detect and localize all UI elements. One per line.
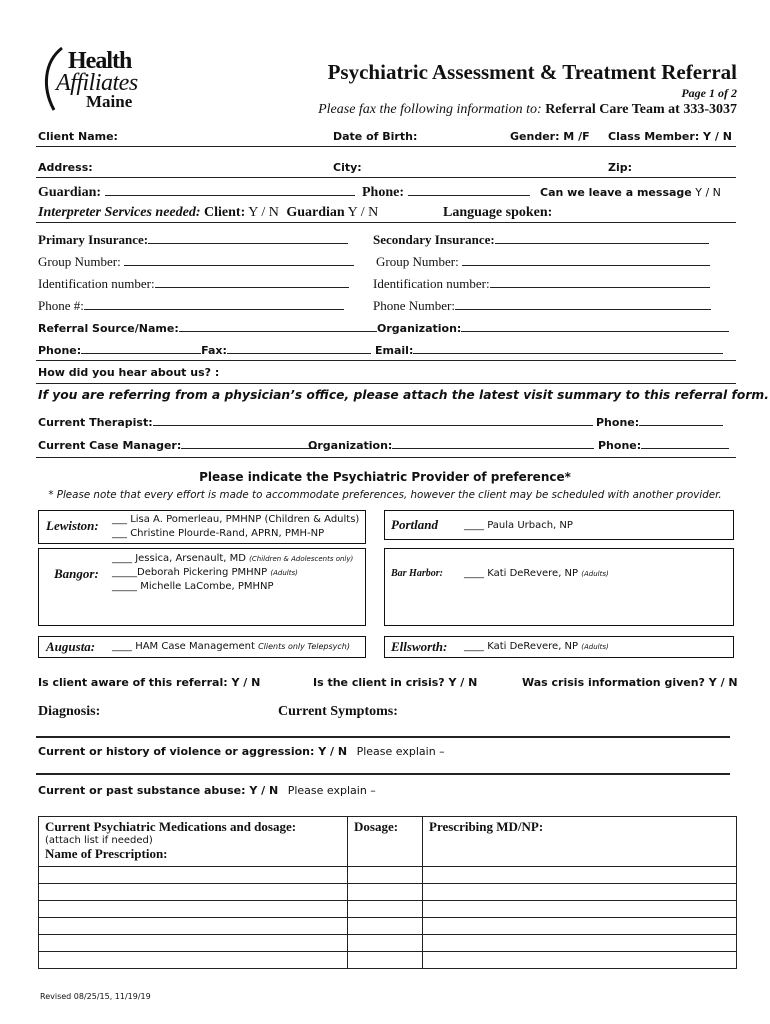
guardian-phone-field[interactable] <box>408 183 530 196</box>
interp-client-yn[interactable]: Y / N <box>248 205 279 220</box>
message-line <box>540 186 721 199</box>
logo-health: Health <box>68 48 132 74</box>
referral-source-field[interactable] <box>179 321 377 332</box>
guardian-phone-label <box>362 183 530 201</box>
diagnosis-label: Diagnosis: <box>38 704 101 719</box>
augusta-p1-name: HAM Case Management <box>135 641 255 652</box>
table-row[interactable] <box>39 867 737 884</box>
referral-org <box>377 321 729 335</box>
id-right-field[interactable] <box>490 276 710 288</box>
client-name-label: Client Name: <box>38 130 118 143</box>
cm-phone-line <box>598 438 729 452</box>
referral-contact <box>38 343 371 357</box>
phone-left <box>38 298 344 314</box>
primary-insurance <box>38 232 348 248</box>
divider <box>36 146 736 147</box>
group-right-field[interactable] <box>462 254 710 266</box>
lewiston-label: Lewiston: <box>46 518 99 533</box>
therapist-phone-label: Phone: <box>596 416 640 429</box>
group-left-field[interactable] <box>124 254 354 266</box>
secondary-insurance-label: Secondary Insurance: <box>373 232 495 247</box>
therapist-label: Current Therapist: <box>38 416 153 429</box>
symptoms-label: Current Symptoms: <box>278 704 398 719</box>
table-row[interactable] <box>39 952 737 969</box>
barharbor-label: Bar Harbor: <box>391 568 443 579</box>
guardian-field[interactable] <box>105 183 355 196</box>
table-row[interactable] <box>39 918 737 935</box>
portland-p1-name: Paula Urbach, NP <box>487 520 573 531</box>
fax-line <box>318 102 737 118</box>
violence-line <box>38 745 445 758</box>
case-manager-line <box>38 438 317 452</box>
meds-col1-name: Name of Prescription: <box>45 846 168 861</box>
primary-insurance-field[interactable] <box>148 232 348 244</box>
therapist-field[interactable] <box>153 415 593 426</box>
referral-org-field[interactable] <box>461 321 729 332</box>
ellsworth-p1[interactable]: ____ Kati DeRevere, NP (Adults) <box>464 641 609 652</box>
id-left <box>38 276 349 292</box>
crisis-info-question[interactable]: Was crisis information given? Y / N <box>522 676 738 689</box>
barharbor-p1[interactable]: ____ Kati DeRevere, NP (Adults) <box>464 568 609 579</box>
ellsworth-p1-name: Kati DeRevere, NP <box>487 641 579 652</box>
guardian-text: Guardian: <box>38 185 102 200</box>
augusta-p1-note: Clients only Telepsych) <box>258 642 350 651</box>
referral-phone-field[interactable] <box>81 343 201 354</box>
divider <box>36 383 736 384</box>
lewiston-p2-name: Christine Plourde-Rand, APRN, PMH-NP <box>130 528 325 539</box>
substance-line <box>38 784 376 797</box>
cm-phone-label: Phone: <box>598 439 642 452</box>
guardian-phone-text: Phone: <box>362 185 404 200</box>
substance-label[interactable]: Current or past substance abuse: Y / N <box>38 784 279 797</box>
meds-col2-header <box>348 817 423 867</box>
bangor-p2-name: Deborah Pickering PMHNP <box>137 567 268 578</box>
id-left-label: Identification number: <box>38 276 155 291</box>
secondary-insurance <box>373 232 709 248</box>
lewiston-p2[interactable]: ___ Christine Plourde-Rand, APRN, PMH-NP <box>112 528 325 539</box>
group-left <box>38 254 354 270</box>
meds-col3-header <box>423 817 737 867</box>
medications-table <box>38 816 737 969</box>
divider <box>36 360 736 361</box>
divider <box>36 457 736 458</box>
case-manager-field[interactable] <box>181 438 317 449</box>
dob-label: Date of Birth: <box>333 130 418 143</box>
table-row[interactable] <box>39 935 737 952</box>
referral-phone-label: Phone: <box>38 344 82 357</box>
fax-team: Referral Care Team at 333-3037 <box>545 102 737 117</box>
barharbor-p1-note: (Adults) <box>581 570 609 578</box>
gender-label: Gender: M /F <box>510 130 590 143</box>
bangor-p2-note: (Adults) <box>270 569 298 577</box>
table-row[interactable] <box>39 901 737 918</box>
providers-heading: Please indicate the Psychiatric Provider of preference* <box>199 470 571 484</box>
lewiston-p1[interactable]: ___ Lisa A. Pomerleau, PMHNP (Children & Adults) <box>112 514 360 525</box>
referral-email-label: Email: <box>375 344 414 357</box>
logo-maine: Maine <box>86 92 133 111</box>
divider <box>36 177 736 178</box>
logo-affiliates: Affiliates <box>56 70 138 96</box>
referral-email-field[interactable] <box>413 343 723 354</box>
meds-col1-title: Current Psychiatric Medications and dosage: <box>45 819 297 834</box>
violence-explain: Please explain – <box>356 745 445 758</box>
divider <box>36 736 730 738</box>
id-left-field[interactable] <box>155 276 349 288</box>
table-row[interactable] <box>39 884 737 901</box>
lewiston-p1-name: Lisa A. Pomerleau, PMHNP (Children & Adults) <box>130 514 360 525</box>
bangor-p1-name: Jessica, Arsenault, MD <box>135 553 246 564</box>
providers-note: * Please note that every effort is made to accommodate preferences, however the client may be scheduled with another provider. <box>48 489 722 501</box>
meds-col1-header <box>39 817 348 867</box>
address-label: Address: <box>38 161 93 174</box>
class-member-label: Class Member: Y / N <box>608 130 732 143</box>
group-right-label: Group Number: <box>376 254 459 269</box>
interp-guardian-label: Guardian <box>286 205 345 220</box>
referral-fax-label: Fax: <box>201 344 227 357</box>
phone-right-field[interactable] <box>455 298 711 310</box>
barharbor-box[interactable] <box>384 548 734 626</box>
referral-fax-field[interactable] <box>227 343 371 354</box>
portland-p1[interactable]: ____ Paula Urbach, NP <box>464 520 573 531</box>
primary-insurance-label: Primary Insurance: <box>38 232 149 247</box>
logo <box>40 44 170 116</box>
interpreter-label: Interpreter Services needed: <box>38 205 201 220</box>
phone-left-field[interactable] <box>84 298 344 310</box>
phone-right-label: Phone Number: <box>373 298 455 313</box>
phone-right <box>373 298 711 314</box>
bangor-label: Bangor: <box>54 566 99 581</box>
page-number: Page 1 of 2 <box>681 86 737 100</box>
portland-label: Portland <box>391 517 438 532</box>
message-yn[interactable]: Y / N <box>695 186 721 199</box>
cm-org-label: Organization: <box>308 439 393 452</box>
id-right-label: Identification number: <box>373 276 490 291</box>
meds-col3-title: Prescribing MD/NP: <box>429 819 544 834</box>
substance-explain: Please explain – <box>287 784 376 797</box>
bangor-p3-name: Michelle LaCombe, PMHNP <box>140 581 274 592</box>
bangor-p2[interactable]: _____Deborah Pickering PMHNP (Adults) <box>112 567 298 578</box>
aware-question[interactable]: Is client aware of this referral: Y / N <box>38 676 261 689</box>
augusta-label: Augusta: <box>46 639 96 654</box>
bangor-p3[interactable]: _____ Michelle LaCombe, PMHNP <box>112 581 274 592</box>
therapist-phone <box>596 415 723 429</box>
ellsworth-p1-note: (Adults) <box>581 643 609 651</box>
hear-about-label: How did you hear about us? : <box>38 366 220 379</box>
id-right <box>373 276 710 292</box>
interp-guardian-yn[interactable]: Y / N <box>347 205 379 220</box>
therapist-line <box>38 415 593 429</box>
violence-label[interactable]: Current or history of violence or aggression: Y / N <box>38 745 348 758</box>
message-label: Can we leave a message <box>540 186 692 199</box>
physician-note: If you are referring from a physician’s office, please attach the latest visit summary to this referral form. <box>38 388 769 402</box>
barharbor-p1-name: Kati DeRevere, NP <box>487 568 579 579</box>
crisis-question[interactable]: Is the client in crisis? Y / N <box>313 676 478 689</box>
meds-col2-title: Dosage: <box>354 819 399 834</box>
augusta-p1[interactable]: ____ HAM Case Management Clients only Telepsych) <box>112 641 350 652</box>
interpreter-line <box>38 205 378 221</box>
bangor-p1-note: (Children & Adolescents only) <box>249 555 354 563</box>
meds-col1-sub: (attach list if needed) <box>45 835 153 846</box>
divider <box>36 773 730 775</box>
referral-email <box>375 343 723 357</box>
cm-org-line <box>308 438 594 452</box>
fax-prefix: Please fax the following information to: <box>318 102 542 117</box>
revised-date: Revised 08/25/15, 11/19/19 <box>40 992 151 1001</box>
ellsworth-label: Ellsworth: <box>391 639 448 654</box>
interp-client-label: Client: <box>204 205 246 220</box>
cm-org-field[interactable] <box>392 438 594 449</box>
therapist-phone-field[interactable] <box>639 415 723 426</box>
case-manager-label: Current Case Manager: <box>38 439 182 452</box>
group-left-label: Group Number: <box>38 254 121 269</box>
group-right <box>376 254 710 270</box>
page-title: Psychiatric Assessment & Treatment Referral <box>327 60 737 84</box>
zip-label: Zip: <box>608 161 633 174</box>
guardian-label <box>38 183 355 201</box>
secondary-insurance-field[interactable] <box>495 232 709 244</box>
bangor-p1[interactable]: ____ Jessica, Arsenault, MD (Children & Adolescents only) <box>112 553 354 564</box>
city-label: City: <box>333 161 362 174</box>
divider <box>36 222 736 223</box>
referral-source <box>38 321 377 335</box>
referral-org-label: Organization: <box>377 322 462 335</box>
referral-source-label: Referral Source/Name: <box>38 322 179 335</box>
cm-phone-field[interactable] <box>641 438 729 449</box>
phone-left-label: Phone #: <box>38 298 84 313</box>
language-label: Language spoken: <box>443 205 553 220</box>
